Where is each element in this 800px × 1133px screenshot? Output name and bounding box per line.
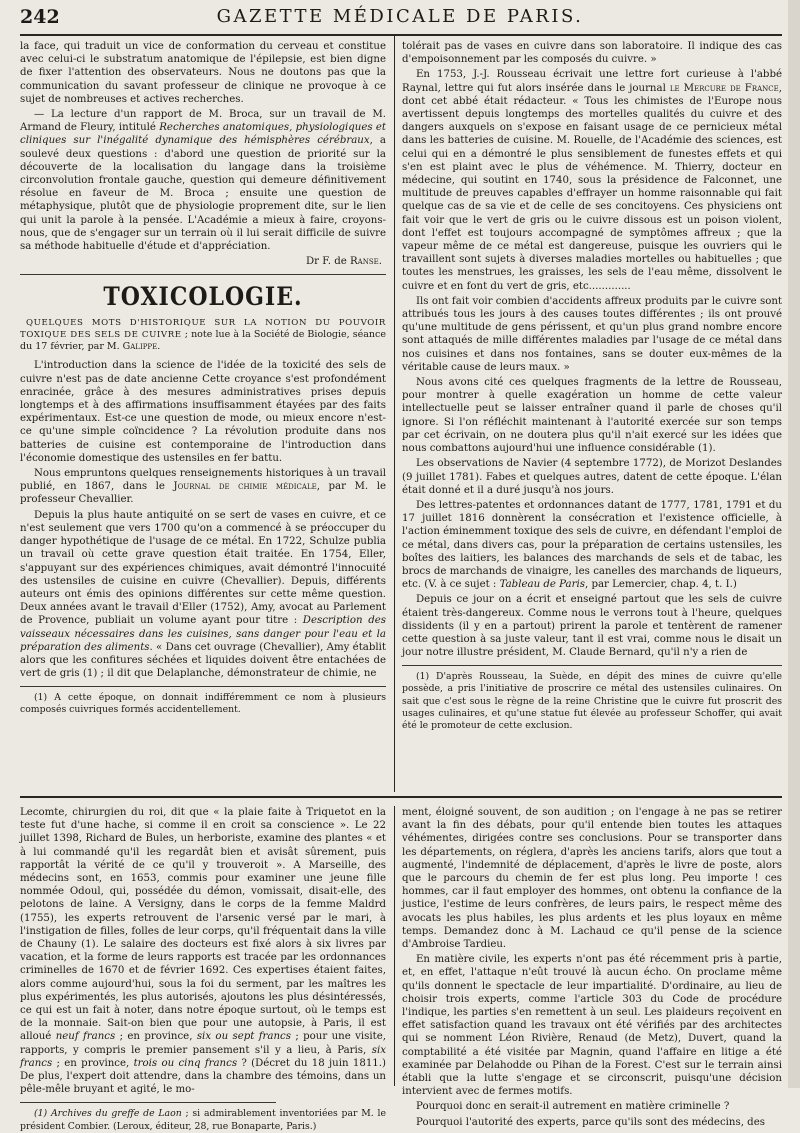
fee-amount: six ou sept francs bbox=[196, 1031, 291, 1043]
column-divider-lower bbox=[394, 806, 395, 1086]
text-run: Nous empruntons quelques renseignements historiques à un travail publié, en 1867, dans le bbox=[20, 468, 386, 493]
article-author: Galippe. bbox=[122, 341, 161, 353]
paragraph bbox=[402, 499, 782, 591]
signature-prefix: Dr F. de bbox=[305, 256, 350, 268]
text-run: , par M. le professeur Chevallier. bbox=[20, 481, 386, 506]
footnote bbox=[20, 1108, 386, 1132]
section-separator-rule bbox=[20, 796, 782, 798]
text-run: . « Dans cet ouvrage (Chevallier), Amy établit alors que les confitures séchées et liquides doivent être entachées de vert de gris (1) ; il dit que Delaplanche, démonstrateur de chimie, ne bbox=[20, 641, 386, 680]
column-divider-upper bbox=[394, 36, 395, 792]
article-subheading bbox=[20, 317, 386, 353]
paragraph: Depuis ce jour on a écrit et enseigné partout que les sels de cuivre étaient très-dangereux. Comme nous le verrons tout à l'heure, quelques dissidents (il y en a partout) prirent la parole et tentèrent de ramener cette question à sa juste valeur, tant il est vrai, comme nous le disait un jour notre illustre président, M. Claude Bernard, qu'il n'y a rien de bbox=[402, 594, 782, 659]
signature bbox=[20, 255, 382, 268]
text-run: , a soulevé deux questions : d'abord une question de priorité sur la découverte de la localisation du langage dans la troisième circonvolution frontale gauche, question qui demeure définitivement résolue en faveur de M. Broca ; ensuite une question de métaphysique, plutôt que de physiologie proprement dite, sur le lien qui unit la parole à la pensée. L'Académie a mieux à faire, croyons-nous, que de s'engager sur un terrain où il lui serait difficile de suivre sa méthode habituelle d'étude et d'appréciation. bbox=[20, 135, 386, 253]
footnote-text: ; si admirablement inventoriées par M. le président Combier. (Leroux, éditeur, 28, rue Bonaparte, Paris.) bbox=[20, 1108, 386, 1132]
signature-name: Ranse. bbox=[350, 256, 382, 268]
text-run: ; en province, bbox=[52, 1057, 134, 1069]
text-run: , dont cet abbé était rédacteur. « Tous les chimistes de l'Europe nous avertissent depuis longtemps des mortelles qualités du cuivre et des dangers auxquels on s'expose en faisant usage de ce pernicieux métal dans les batteries de cuisine. M. Rouelle, de l'Académie des sciences, est celui qui en a démontré le plus sensiblement de funestes effets et qui s'en est plaint avec le plus de véhémence. M. Thierry, docteur en médecine, qui soutint en 1740, sous la présidence de Falconnet, une multitude de preuves capables d'effrayer un homme raisonnable qui fait quelque cas de sa vie et de celle de ses concitoyens. Ces physiciens ont fait voir que le vert de gris ou le cuivre dissous est un poison violent, dont l'effet est toujours accompagné de symptômes affreux ; que la vapeur même de ce métal est dangereuse, puisque les ouvriers qui le travaillent sont sujets à diverses maladies mortelles ou habituelles ; que toutes les menstrues, les graisses, les sels de l'eau même, dissolvent le cuivre et en font du vert de gris, etc............. bbox=[402, 82, 782, 292]
lower-right-column bbox=[402, 806, 782, 1128]
footnote-source: (1) Archives du greffe de Laon bbox=[34, 1108, 182, 1120]
subheading-text: ; note lue à la Société de Biologie, séance du 17 février, par M. bbox=[20, 329, 386, 353]
fee-amount: neuf francs bbox=[55, 1031, 116, 1043]
text-run: Depuis la plus haute antiquité on se sert de vases en cuivre, et ce n'est seulement que vers 1700 qu'on a commencé à se préoccuper du danger hypothétique de l'usage de ce métal. En 1722, Schulze publia un travail où cette grave question était traitée. En 1754, Eller, s'appuyant sur des expériences chimiques, avait démontré l'innocuité des ustensiles de cuisine en cuivre (Chevallier). Depuis, différents auteurs ont émis des opinions différentes sur cette même question. Deux années avant le travail d'Eller (1752), Amy, avocat au Parlement de Provence, publiait un volume ayant pour titre : bbox=[20, 509, 386, 627]
paragraph: En matière civile, les experts n'ont pas été récemment pris à partie, et, en effet, l'attaque n'eût trouvé là aucun écho. On proclame même qu'ils donnent le spectacle de leur impartialité. D'ordinaire, au lieu de choisir trois experts, comme l'article 303 du Code de procédure l'indique, les parties s'en remettent à un seul. Les plaideurs reçoivent en effet satisfaction quand les travaux ont été vérifiés par des architectes qui se nomment Léon Rivière, Renaud (de Metz), Duvert, quand la comptabilité a été visitée par Magnin, quand l'affaire en litige a été examinée par Delahodde ou Pihan de la Forest. C'est sur le terrain ainsi établi que la lutte s'engage et se circonscrit, puisqu'une décision intervient avec de fermes motifs. bbox=[402, 954, 782, 1098]
page-header bbox=[0, 0, 800, 34]
subheading-caps: QUELQUES MOTS D'HISTORIQUE SUR LA NOTION DU POUVOIR TOXIQUE DES SELS DE CUIVRE bbox=[20, 318, 386, 341]
upper-left-column bbox=[20, 40, 386, 790]
journal-name: Journal de chimie médicale bbox=[173, 481, 317, 493]
text-run: ? (Décret du 18 juin 1811.) De plus, l'expert doit attendre, dans la chambre des témoins, dans un pêle-mêle bruyant et agité, le mo- bbox=[20, 1057, 386, 1096]
footnote-rule bbox=[20, 686, 386, 687]
running-title: GAZETTE MÉDICALE DE PARIS. bbox=[216, 6, 584, 27]
paragraph bbox=[402, 68, 782, 292]
work-title: Description des vaisseaux nécessaires dans les cuisines, sans danger pour l'eau et la préparation des aliments bbox=[20, 615, 387, 653]
upper-right-column bbox=[402, 40, 782, 790]
paragraph bbox=[20, 108, 386, 253]
page-edge bbox=[788, 0, 800, 1088]
page-number: 242 bbox=[20, 6, 60, 28]
paragraph: la face, qui traduit un vice de conformation du cerveau et constitue avec celui-ci le substratum anatomique de l'épilepsie, est bien digne de fixer l'attention des observateurs. Nous ne doutons pas que la communication du savant professeur de clinique ne provoque à ce sujet de nombreuses et actives recherches. bbox=[20, 41, 386, 105]
text-run: Des lettres-patentes et ordonnances datant de 1777, 1781, 1791 et du 17 juillet 1816 donnèrent la consécration et l'existence officielle, à l'action éminemment toxique des sels de cuivre, en défendant l'emploi de ce métal, dans divers cas, pour la préparation de certains ustensiles, les boîtes des laitiers, les balances des marchands de sels et de tabac, les brocs de marchands de vinaigre, les canelles des marchands de liqueurs, etc. (V. à ce sujet : bbox=[402, 499, 782, 591]
paragraph bbox=[20, 467, 386, 507]
footnote-rule bbox=[20, 1102, 276, 1103]
paragraph: tolérait pas de vases en cuivre dans son laboratoire. Il indique des cas d'empoisonnement par les composés du cuivre. » bbox=[402, 41, 782, 66]
paragraph: L'introduction dans la science de l'idée de la toxicité des sels de cuivre n'est pas de date ancienne Cette croyance s'est profondément enracinée, grâce à des mesures administratives prises depuis longtemps et à des affirmations insuffisamment étayées par des faits expérimentaux. Est-ce une question de mode, ou mieux encore n'est-ce qu'une simple coïncidence ? La révolution produite dans nos batteries de cuisine est contemporaine de l'introduction dans l'économie domestique des ustensiles en fer battu. bbox=[20, 360, 386, 464]
paragraph: ment, éloigné souvent, de son audition ; on l'engage à ne pas se retirer avant la fin des débats, pour qu'il entende bien toutes les attaques véhémentes, dirigées contre ses conclusions. Pour se transporter dans les départements, on réglera, d'après les anciens tarifs, alors que tout a augmenté, l'indemnité de déplacement, d'après le livre de poste, alors que le parcours du chemin de fer est plus long. Peu importe ! ces hommes, car il faut employer des hommes, ont obtenu la confiance de la justice, l'estime de leurs confrères, de leurs pairs, le respect même des avocats les plus habiles, les plus ardents et les plus loyaux en même temps. Demandez donc à M. Lachaud ce qu'il pense de la science d'Ambroise Tardieu. bbox=[402, 807, 782, 951]
text-run: , par Lemercier, chap. 4, t. I.) bbox=[584, 579, 737, 591]
footnote-rule bbox=[402, 665, 782, 666]
fee-amount: trois ou cinq francs bbox=[133, 1057, 238, 1069]
journal-name: le Mercure de France bbox=[669, 82, 779, 94]
paragraph: Nous avons cité ces quelques fragments de la lettre de Rousseau, pour montrer à quelle exagération un homme de cette valeur intellectuelle peut se laisser entraîner quand il parle de choses qu'il ignore. Si l'on réfléchit maintenant à l'autorité exercée sur son temps par cet écrivain, on ne doutera plus qu'il n'ait exercé sur les idées que nous combattons aujourd'hui une influence considérable (1). bbox=[402, 377, 782, 455]
text-run: Lecomte, chirurgien du roi, dit que « la plaie faite à Triquetot en la teste fut d'une hache, si comme il en croit sa conscience ». Le 22 juillet 1398, Richard de Bules, un herboriste, examine des plantes « et à lui commandé qu'il les regardât bien et avisât sûrement, puis rapportât la vérité de ce qu'il y trouveroit ». A Marseille, des médecins sont, en 1653, commis pour examiner une jeune fille nommée Odoul, qui, possédée du démon, vomissait, disait-elle, des pelotons de laine. A Versigny, dans le corps de la femme Maldrd (1755), les experts retrouvent de l'arsenic versé par le mari, à l'instigation de filles, folles de leur corps, qu'il fréquentait dans la ville de Chauny (1). Le salaire des docteurs est fixé alors à six livres par vacation, et la forme de leurs rapports est tracée par les ordonnances criminelles de 1670 et de février 1692. Ces expertises étaient faites, alors comme aujourd'hui, sous la foi du serment, par les maîtres les plus expérimentés, les plus autorisés, ajoutons les plus désintéressés, ce qui est un fait à noter, dans notre époque surtout, où le temps est de la monnaie. Sait-on bien que pour une autopsie, à Paris, il est alloué bbox=[20, 807, 386, 1043]
paragraph: Ils ont fait voir combien d'accidents affreux produits par le cuivre sont attribués tous les jours à des causes toutes différentes ; ils ont prouvé qu'une multitude de gens périssent, et qu'un plus grand nombre encore sont attaqués de mille différentes maladies par l'usage de ce métal dans nos cuisines et dans nos fontaines, sans se douter eux-mêmes de la véritable cause de leurs maux. » bbox=[402, 295, 782, 373]
text-run: ; pour une visite, rapports, y compris le premier pansement s'il y a lieu, à Paris, bbox=[20, 1031, 387, 1056]
lower-left-column bbox=[20, 806, 387, 1132]
paragraph bbox=[20, 509, 386, 681]
paragraph bbox=[20, 806, 386, 1096]
paragraph: Pourquoi l'autorité des experts, parce qu'ils sont des médecins, des bbox=[416, 1116, 765, 1128]
header-rule bbox=[20, 34, 782, 36]
text-run: ; en province, bbox=[115, 1031, 197, 1043]
work-title: Tableau de Paris bbox=[499, 579, 585, 591]
footnote: (1) A cette époque, on donnait indifféremment ce nom à plusieurs composés cuivriques formés accidentellement. bbox=[20, 692, 386, 716]
text-run: En 1753, J.-J. Rousseau écrivait une lettre fort curieuse à l'abbé Raynal, lettre qui fut alors insérée dans le journal bbox=[402, 69, 782, 94]
paragraph: Pourquoi donc en serait-il autrement en matière criminelle ? bbox=[416, 1101, 730, 1113]
footnote: (1) D'après Rousseau, la Suède, en dépit des mines de cuivre qu'elle possède, a pris l'initiative de proscrire ce métal des ustensiles culinaires. On sait que c'est sous le règne de la reine Christine que le cuivre fut proscrit des usages culinaires, et qu'une statue fut élevée au professeur Schoffer, qui avait été le promoteur de cette exclusion. bbox=[402, 671, 782, 731]
text-run: — La lecture d'un rapport de M. Broca, sur un travail de M. Armand de Fleury, intitulé bbox=[20, 109, 386, 134]
section-rule bbox=[20, 274, 386, 275]
paragraph: Les observations de Navier (4 septembre 1772), de Morizot Deslandes (9 juillet 1781). Fabes et quelques autres, datent de cette époque. L'élan était donné et il a duré jusqu'à nos jours. bbox=[402, 458, 782, 496]
fee-amount: six francs bbox=[20, 1044, 386, 1069]
work-title: Recherches anatomiques, physiologiques et cliniques sur l'inégalité dynamique des hémisphères cérébraux bbox=[20, 122, 386, 147]
section-title: TOXICOLOGIE. bbox=[103, 282, 303, 313]
